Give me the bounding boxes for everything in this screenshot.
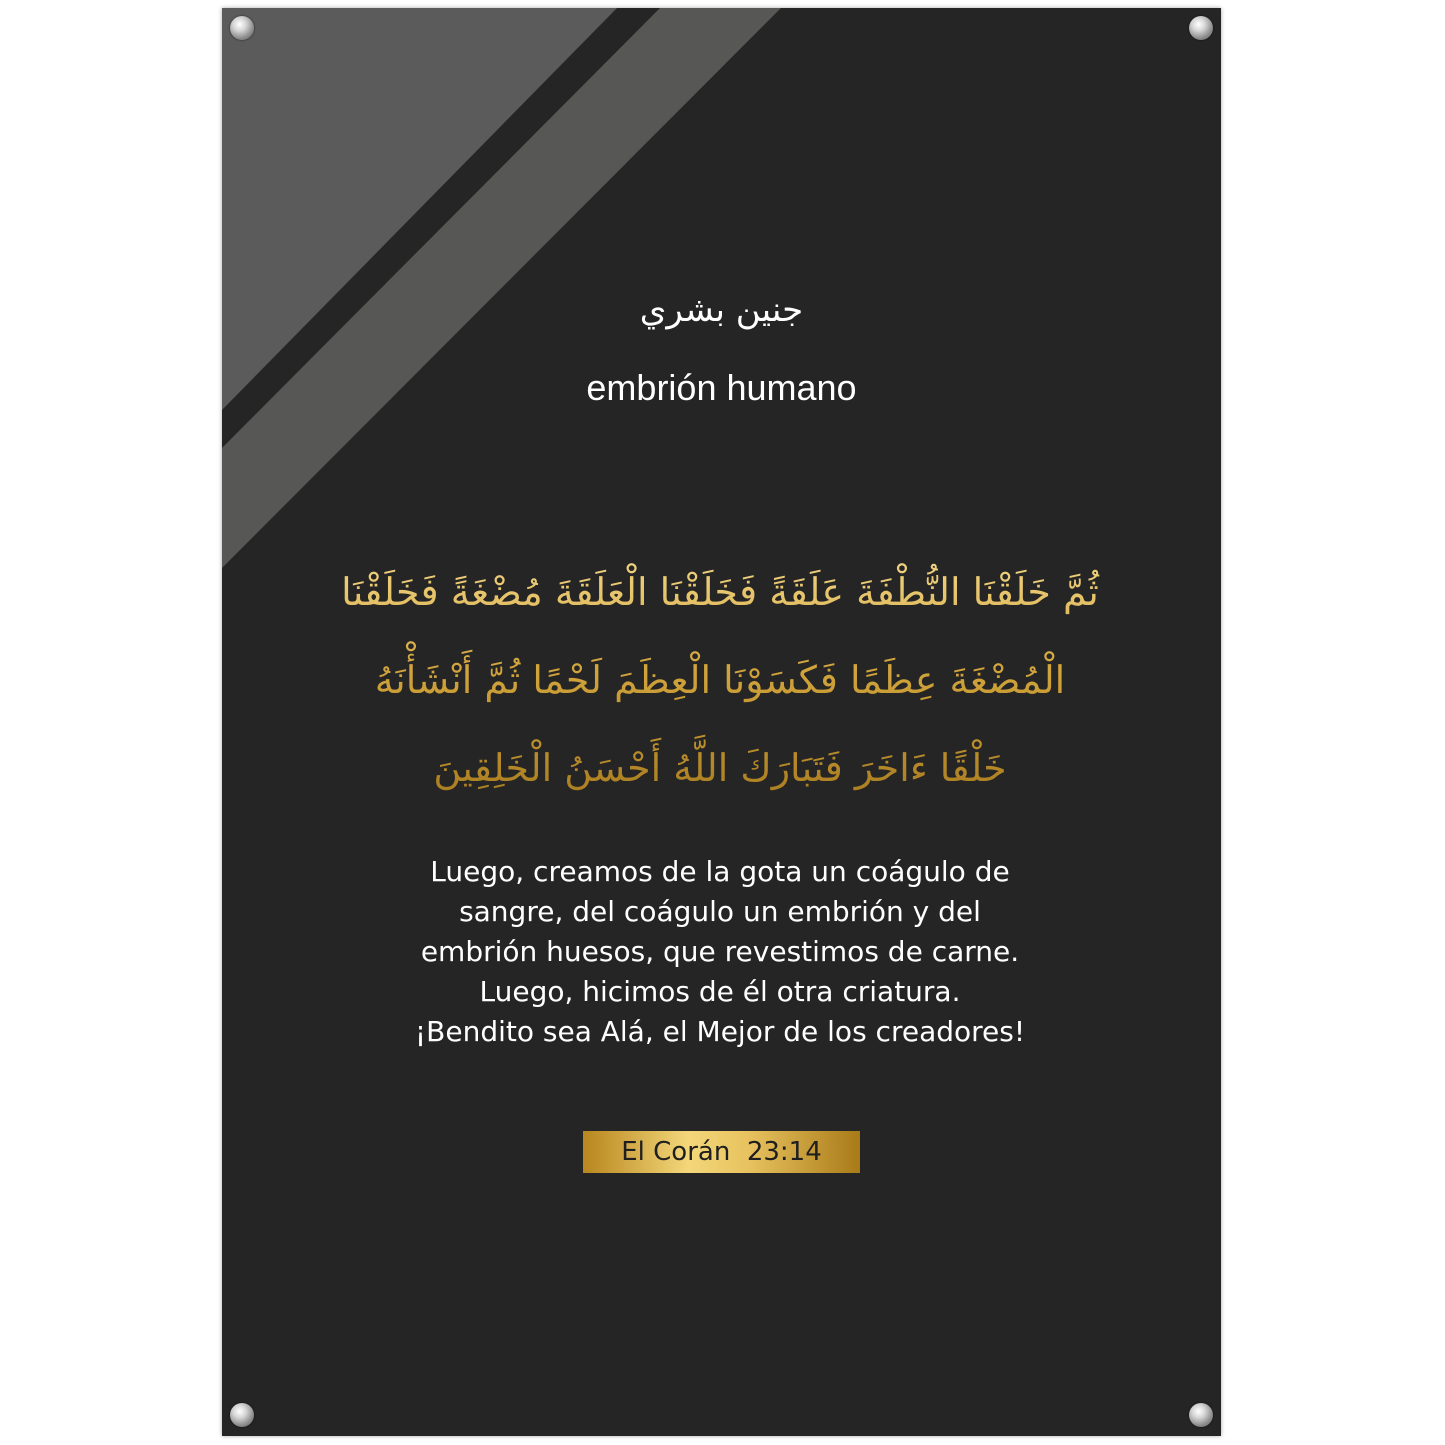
verse-line: خَلْقًا ءَاخَرَ فَتَبَارَكَ اللَّهُ أَحْسَنُ الْخَلِقِينَ bbox=[433, 746, 1007, 790]
mount-screw-top-right bbox=[1189, 16, 1213, 40]
arabic-verse bbox=[330, 548, 1110, 812]
mount-screw-bottom-right bbox=[1189, 1403, 1213, 1427]
mount-screw-top-left bbox=[230, 16, 254, 40]
verse-line: ثُمَّ خَلَقْنَا النُّطْفَةَ عَلَقَةً فَخَلَقْنَا الْعَلَقَةَ مُضْغَةً فَخَلَقْنَا bbox=[341, 570, 1099, 614]
translation-line: embrión huesos, que revestimos de carne. bbox=[420, 935, 1020, 968]
translation-line: ¡Bendito sea Alá, el Mejor de los creadores! bbox=[414, 1015, 1026, 1048]
arabic-title: جنين بشري bbox=[639, 290, 804, 330]
verse-reference-badge: El Corán 23:14 bbox=[583, 1131, 860, 1173]
verse-line: الْمُضْغَةَ عِظَمًا فَكَسَوْنَا الْعِظَمَ لَحْمًا ثُمَّ أَنْشَأْنَهُ bbox=[374, 658, 1066, 702]
verse-translation bbox=[330, 852, 1110, 1052]
translation-line: sangre, del coágulo un embrión y del bbox=[459, 895, 981, 928]
translation-line: Luego, creamos de la gota un coágulo de bbox=[430, 855, 1010, 888]
poster-title: embrión humano bbox=[586, 367, 857, 408]
translation-line: Luego, hicimos de él otra criatura. bbox=[479, 975, 961, 1008]
mount-screw-bottom-left bbox=[230, 1403, 254, 1427]
